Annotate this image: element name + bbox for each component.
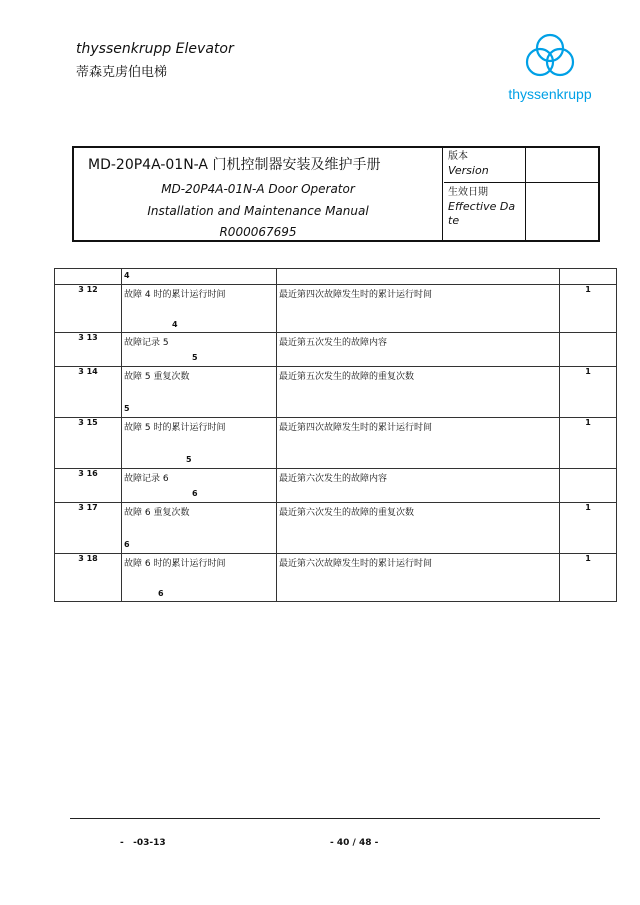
cell-desc [277,503,560,554]
cell-name-text: 故障记录 5 [124,338,169,348]
company-name-cn: 蒂森克虏伯电梯 [76,65,168,80]
title-en: MD-20P4A-01N-A Door Operator [161,182,355,196]
cell-name [122,418,277,469]
cell-unit [560,333,617,367]
version-label-cn: 版本 [448,151,468,162]
cell-name-sub: 6 [158,589,164,598]
cell-desc-text: 最近第四次故障发生时的累计运行时间 [279,423,433,433]
cell-unit: 1 [560,367,617,418]
version-value [526,148,598,183]
footer-divider [70,818,600,819]
table-row [55,367,617,418]
cell-desc-text: 最近第五次发生的故障内容 [279,338,388,348]
table-row [55,285,617,333]
effective-date-label-en: Effective Da [448,200,516,213]
cell-name [122,367,277,418]
parameter-table [54,268,617,602]
effective-date-value [526,183,598,240]
cell-name-text: 故障 6 重复次数 [124,508,190,518]
company-name-en: thyssenkrupp Elevator [76,41,234,57]
cell-name-sub: 5 [192,353,198,362]
title-block [72,146,600,242]
version-label [444,148,526,183]
title-cn: MD-20P4A-01N-A 门机控制器安装及维护手册 [88,157,381,173]
table-row [55,269,617,285]
effective-date-label-cn: 生效日期 [448,187,488,198]
title-main [74,148,443,240]
cell-code: 3 15 [55,418,122,469]
cell-unit [560,469,617,503]
cell-name-text: 故障 5 时的累计运行时间 [124,423,226,433]
cell-code: 3 18 [55,554,122,602]
cell-name-sub: 5 [186,455,192,464]
cell-desc-text: 最近第六次发生的故障内容 [279,474,388,484]
cell-unit: 1 [560,554,617,602]
document-number: R000067695 [219,225,297,239]
cell-name [122,503,277,554]
cell-code: 3 14 [55,367,122,418]
cell-name-text: 故障记录 6 [124,474,169,484]
footer-date: - -03-13 [120,838,166,848]
cell-desc [277,367,560,418]
cell-desc [277,269,560,285]
cell-desc [277,333,560,367]
cell-unit: 1 [560,285,617,333]
cell-desc-text: 最近第六次故障发生时的累计运行时间 [279,559,433,569]
version-label-en: Version [448,164,489,177]
cell-name-sub: 4 [172,320,178,329]
cell-desc [277,554,560,602]
cell-code: 3 13 [55,333,122,367]
cell-name [122,469,277,503]
cell-code: 3 12 [55,285,122,333]
table-row [55,333,617,367]
page-number: - 40 / 48 - [330,838,379,848]
cell-name [122,269,277,285]
cell-name-text: 故障 4 时的累计运行时间 [124,290,226,300]
cell-name-sub: 5 [124,404,130,413]
cell-name [122,333,277,367]
cell-name [122,285,277,333]
cell-name-sub: 6 [192,489,198,498]
table-row [55,554,617,602]
thyssenkrupp-logo [500,30,600,104]
cell-name [122,554,277,602]
cell-unit: 1 [560,418,617,469]
cell-desc [277,285,560,333]
cell-unit [560,269,617,285]
cell-name-sub: 6 [124,540,130,549]
cell-desc-text: 最近第六次发生的故障的重复次数 [279,508,415,518]
table-row [55,469,617,503]
cell-unit: 1 [560,503,617,554]
table-row [55,503,617,554]
cell-desc-text: 最近第五次发生的故障的重复次数 [279,372,415,382]
cell-code [55,269,122,285]
cell-name-text: 故障 5 重复次数 [124,372,190,382]
logo-wordmark: thyssenkrupp [508,86,592,102]
cell-desc-text: 最近第四次故障发生时的累计运行时间 [279,290,433,300]
effective-date-label-en-2: te [448,214,460,227]
cell-desc [277,469,560,503]
effective-date-label [444,183,526,240]
title-en-2: Installation and Maintenance Manual [147,204,369,218]
cell-code: 3 17 [55,503,122,554]
cell-code: 3 16 [55,469,122,503]
cell-name-text: 4 [124,271,130,280]
cell-desc [277,418,560,469]
table-row [55,418,617,469]
logo-rings-icon [500,30,600,86]
cell-name-text: 故障 6 时的累计运行时间 [124,559,226,569]
